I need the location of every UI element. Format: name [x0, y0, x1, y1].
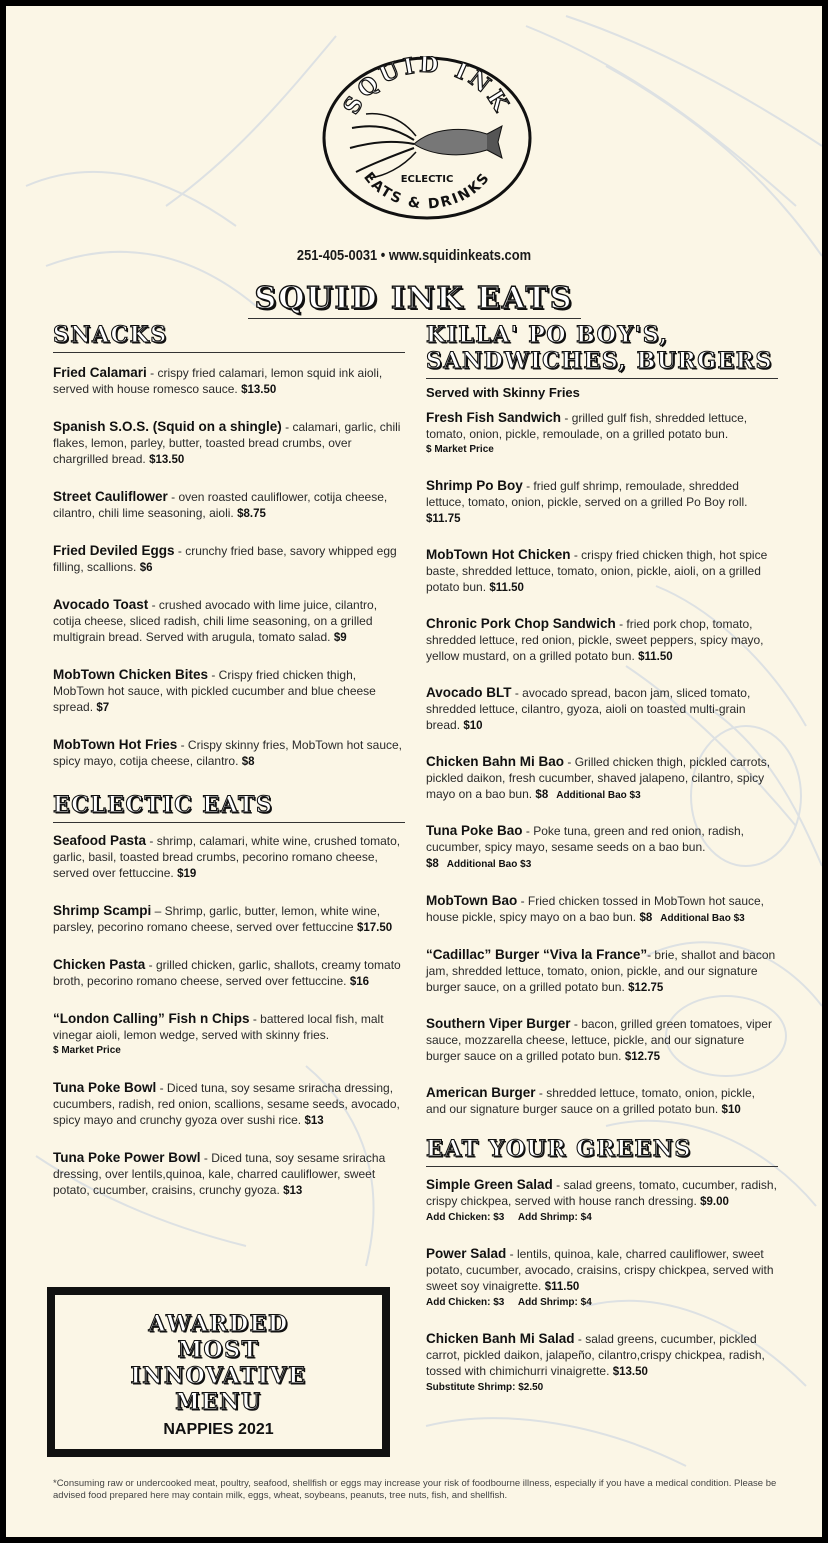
menu-item-price: $8: [426, 858, 439, 870]
menu-item-description: - crushed avocado with lime juice, cilantro, cotija cheese, sliced radish, chili lime seasoning, on a grilled multigrain bread. Served with arugula, tomato salad.: [53, 598, 378, 644]
menu-item-description: - shredded lettuce, tomato, onion, pickle, and our signature burger sauce on a grilled potato bun.: [426, 1086, 756, 1116]
sandwiches-list: [426, 410, 778, 1118]
menu-item-extra: $ Market Price: [53, 1045, 121, 1056]
menu-item: [426, 685, 778, 734]
menu-item-extra: Additional Bao $3: [660, 913, 745, 924]
menu-item-description: - lentils, quinoa, kale, charred cauliflower, sweet potato, cucumber, avocado, craisins, crispy chickpea, served with sweet soy vinaigrette.: [426, 1247, 774, 1293]
menu-item-price: $11.75: [426, 513, 461, 525]
menu-item-extra: Add Chicken: $3 Add Shrimp: $4: [426, 1297, 592, 1308]
menu-item-price: $8: [639, 912, 653, 924]
menu-item-description: - avocado spread, bacon jam, sliced tomato, shredded lettuce, cilantro, gyoza, aioli on toasted multi-grain bread.: [426, 686, 751, 732]
menu-item-description: - battered local fish, malt vinegar aioli, lemon wedge, served with skinny fries.: [53, 1012, 384, 1042]
menu-item-name: Chicken Pasta: [53, 957, 146, 972]
menu-item-name: MobTown Bao: [426, 893, 518, 908]
menu-item-description: - crunchy fried base, savory whipped egg filling, scallions.: [53, 544, 397, 574]
menu-item-description: - grilled chicken, garlic, shallots, creamy tomato broth, pecorino romano cheese, served over fettuccine.: [53, 958, 401, 988]
menu-item-name: Southern Viper Burger: [426, 1016, 571, 1031]
menu-item-price: $16: [349, 976, 370, 988]
menu-item-price: $8: [241, 756, 255, 768]
menu-item-description: - Diced tuna, soy sesame sriracha dressing, over lentils,quinoa, kale, charred cauliflower, sweet potato, cucumber, craisins, crunchy gyoza.: [53, 1151, 386, 1197]
menu-item-name: Tuna Poke Power Bowl: [53, 1150, 201, 1165]
menu-item-name: Fried Calamari: [53, 365, 147, 380]
menu-item-description: - Diced tuna, soy sesame sriracha dressing, cucumbers, radish, red onion, scallions, sesame seeds, avocado, spicy mayo and crunchy gyoza over sushi rice.: [53, 1081, 400, 1127]
menu-item: [426, 823, 778, 873]
section-divider: [53, 822, 405, 823]
menu-item-price: $11.50: [489, 582, 524, 594]
menu-item-description: - fried pork chop, tomato, shredded lettuce, red onion, pickle, sweet peppers, spicy mayo, yellow mustard, on a grilled potato bun.: [426, 617, 764, 663]
menu-item-name: Tuna Poke Bao: [426, 823, 523, 838]
menu-item-price: $9: [333, 632, 347, 644]
menu-item: [53, 365, 405, 398]
menu-item-price: $8: [535, 789, 549, 801]
menu-item: [426, 478, 778, 527]
contact-info: 251-405-0031 • www.squidinkeats.com: [296, 247, 532, 264]
svg-text:EATS & DRINKS: EATS & DRINKS: [360, 169, 494, 213]
menu-item-description: - Grilled chicken thigh, pickled carrots, pickled daikon, fresh cucumber, shaved jalapeno, cilantro, spicy mayo on a bao bun.: [426, 755, 771, 801]
menu-item-description: - Poke tuna, green and red onion, radish, cucumber, spicy mayo, sesame seeds on a bao bun.: [426, 824, 745, 854]
menu-item: [426, 1016, 778, 1065]
menu-item-description: - shrimp, calamari, white wine, crushed tomato, garlic, basil, toasted bread crumbs, pecorino romano cheese, served over fettuccine.: [53, 834, 401, 880]
menu-item-extra: Substitute Shrimp: $2.50: [426, 1382, 544, 1393]
svg-text:ECLECTIC: ECLECTIC: [400, 174, 454, 185]
menu-item-price: $10: [463, 720, 483, 732]
menu-item: [53, 957, 405, 990]
menu-item: [426, 1085, 778, 1118]
menu-item-description: - Crispy fried chicken thigh, MobTown hot sauce, with pickled cucumber and blue cheese spread.: [53, 668, 376, 714]
title-divider: [248, 318, 581, 319]
menu-item: [426, 410, 778, 458]
menu-item: [53, 833, 405, 882]
menu-item-price: $12.75: [624, 1051, 660, 1063]
menu-title: SQUID INK EATS: [254, 281, 574, 316]
menu-item-name: Fried Deviled Eggs: [53, 543, 175, 558]
menu-item: [53, 667, 405, 716]
menu-item-price: $19: [177, 868, 197, 880]
menu-item-name: Avocado BLT: [426, 685, 512, 700]
menu-item-description: - brie, shallot and bacon jam, shredded lettuce, tomato, onion, pickle, and our signature burger sauce, on a grilled potato bun.: [426, 948, 776, 994]
menu-item-price: $17.50: [356, 922, 393, 934]
section-divider: [53, 352, 405, 353]
menu-item-price: $13.50: [241, 384, 277, 396]
menu-item-extra: Add Chicken: $3 Add Shrimp: $4: [426, 1212, 592, 1223]
menu-item-name: Chicken Banh Mi Salad: [426, 1331, 575, 1346]
menu-item-price: $6: [139, 562, 153, 574]
menu-item-price: $13.50: [149, 454, 185, 466]
menu-item: [426, 754, 778, 804]
section-title-greens: EAT YOUR GREENS: [426, 1136, 692, 1162]
menu-item-price: $7: [96, 702, 110, 714]
menu-item-description: - fried gulf shrimp, remoulade, shredded lettuce, tomato, onion, pickle, served on a grilled Po Boy roll.: [426, 479, 748, 509]
menu-item-description: - crispy fried calamari, lemon squid ink aioli, served with house romesco sauce.: [53, 366, 383, 396]
menu-item-price: $10: [721, 1104, 741, 1116]
menu-item-price: $13: [283, 1185, 303, 1197]
menu-item-price: $11.50: [638, 651, 673, 663]
section-title-sandwiches: KILLA' PO BOY'S, SANDWICHES, BURGERS: [426, 322, 773, 374]
menu-item-price: $12.75: [628, 982, 664, 994]
menu-item-name: “Cadillac” Burger “Viva la France”: [426, 947, 648, 962]
menu-item-name: Simple Green Salad: [426, 1177, 553, 1192]
eclectic-eats-list: [53, 833, 405, 1199]
svg-text:SQUID INK: SQUID INK: [338, 56, 516, 120]
menu-item-name: Tuna Poke Bowl: [53, 1080, 157, 1095]
menu-item-description: - bacon, grilled green tomatoes, viper sauce, mozzarella cheese, lettuce, pickle, and our signature burger sauce on a grilled potato bun.: [426, 1017, 772, 1063]
menu-item-description: – Shrimp, garlic, butter, lemon, white wine, parsley, pecorino romano cheese, served over fettuccine: [53, 904, 381, 934]
menu-item: [53, 1080, 405, 1129]
section-title-snacks: SNACKS: [53, 322, 168, 348]
menu-item-name: Chicken Bahn Mi Bao: [426, 754, 565, 769]
menu-item: [426, 1177, 778, 1226]
left-column: [53, 322, 405, 1199]
award-title: AWARDED MOST INNOVATIVE MENU: [130, 1311, 307, 1415]
menu-item-extra: $ Market Price: [426, 444, 494, 455]
menu-item-description: - calamari, garlic, chili flakes, lemon, parley, butter, toasted bread crumbs, over chargrilled bread.: [53, 420, 401, 466]
allergen-disclaimer: *Consuming raw or undercooked meat, poultry, seafood, shellfish or eggs may increase your risk of foodbourne illness, especially if you have a medical condition. Please be advised food prepared here may contain milk, eggs, wheat, soybeans, peanuts, tree nuts, fish, and shellfish.: [53, 1478, 777, 1501]
award-box: [47, 1287, 390, 1457]
snacks-list: [53, 365, 405, 770]
menu-item: [53, 543, 405, 576]
menu-item-name: Seafood Pasta: [53, 833, 147, 848]
menu-item: [53, 489, 405, 522]
section-divider: [426, 378, 778, 379]
menu-item: [53, 597, 405, 646]
menu-item: [53, 1011, 405, 1059]
menu-item: [426, 1331, 778, 1396]
menu-item-description: - Fried chicken tossed in MobTown hot sauce, house pickle, spicy mayo on a bao bun.: [426, 894, 765, 924]
menu-item-extra: Additional Bao $3: [556, 790, 641, 801]
menu-item-price: $9.00: [700, 1196, 729, 1208]
menu-item-name: Fresh Fish Sandwich: [426, 410, 562, 425]
menu-item: [426, 616, 778, 665]
menu-item: [53, 737, 405, 770]
menu-item-name: “London Calling” Fish n Chips: [53, 1011, 250, 1026]
menu-item-name: MobTown Hot Chicken: [426, 547, 571, 562]
section-title-eclectic-eats: ECLECTIC EATS: [53, 792, 274, 818]
award-subtitle: NAPPIES 2021: [163, 1421, 274, 1438]
menu-item-description: - grilled gulf fish, shredded lettuce, tomato, onion, pickle, remoulade, on a grilled potato bun.: [426, 411, 748, 441]
section-note: Served with Skinny Fries: [426, 385, 580, 400]
menu-item-price: $13: [304, 1115, 324, 1127]
menu-page: [6, 6, 822, 1537]
menu-item: [426, 893, 778, 927]
menu-item-name: Shrimp Scampi: [53, 903, 152, 918]
menu-item-description: - oven roasted cauliflower, cotija cheese, cilantro, chili lime seasoning, aioli.: [53, 490, 388, 520]
menu-item: [53, 903, 405, 936]
menu-item-name: American Burger: [426, 1085, 536, 1100]
menu-item: [53, 419, 405, 468]
menu-item-extra: Additional Bao $3: [446, 859, 532, 870]
menu-item: [426, 547, 778, 596]
menu-item: [53, 1150, 405, 1199]
right-column: [426, 322, 778, 1396]
menu-item-name: Spanish S.O.S. (Squid on a shingle): [53, 419, 282, 434]
menu-item-name: Street Cauliflower: [53, 489, 168, 504]
menu-item-price: $8.75: [237, 508, 266, 520]
menu-item-name: Shrimp Po Boy: [426, 478, 523, 493]
menu-item-description: - salad greens, tomato, cucumber, radish, crispy chickpea, served with house ranch dressing.: [426, 1178, 777, 1208]
menu-item-name: MobTown Hot Fries: [53, 737, 178, 752]
menu-item-description: - Crispy skinny fries, MobTown hot sauce, spicy mayo, cotija cheese, cilantro.: [53, 738, 402, 768]
menu-item-description: - crispy fried chicken thigh, hot spice baste, shredded lettuce, tomato, onion, pickle, aioli, on a grilled potato bun.: [426, 548, 768, 594]
menu-item: [426, 1246, 778, 1311]
section-divider: [426, 1166, 778, 1167]
menu-item-price: $13.50: [612, 1366, 648, 1378]
menu-item-name: Avocado Toast: [53, 597, 149, 612]
menu-item-price: $11.50: [544, 1281, 580, 1293]
menu-item-name: MobTown Chicken Bites: [53, 667, 209, 682]
menu-item-description: - salad greens, cucumber, pickled carrot, pickled daikon, jalapeño, cilantro,crispy chickpea, radish, tossed with chimichurri vinaigrette.: [426, 1332, 765, 1378]
menu-item: [426, 947, 778, 996]
menu-item-name: Power Salad: [426, 1246, 507, 1261]
greens-list: [426, 1177, 778, 1396]
menu-item-name: Chronic Pork Chop Sandwich: [426, 616, 616, 631]
